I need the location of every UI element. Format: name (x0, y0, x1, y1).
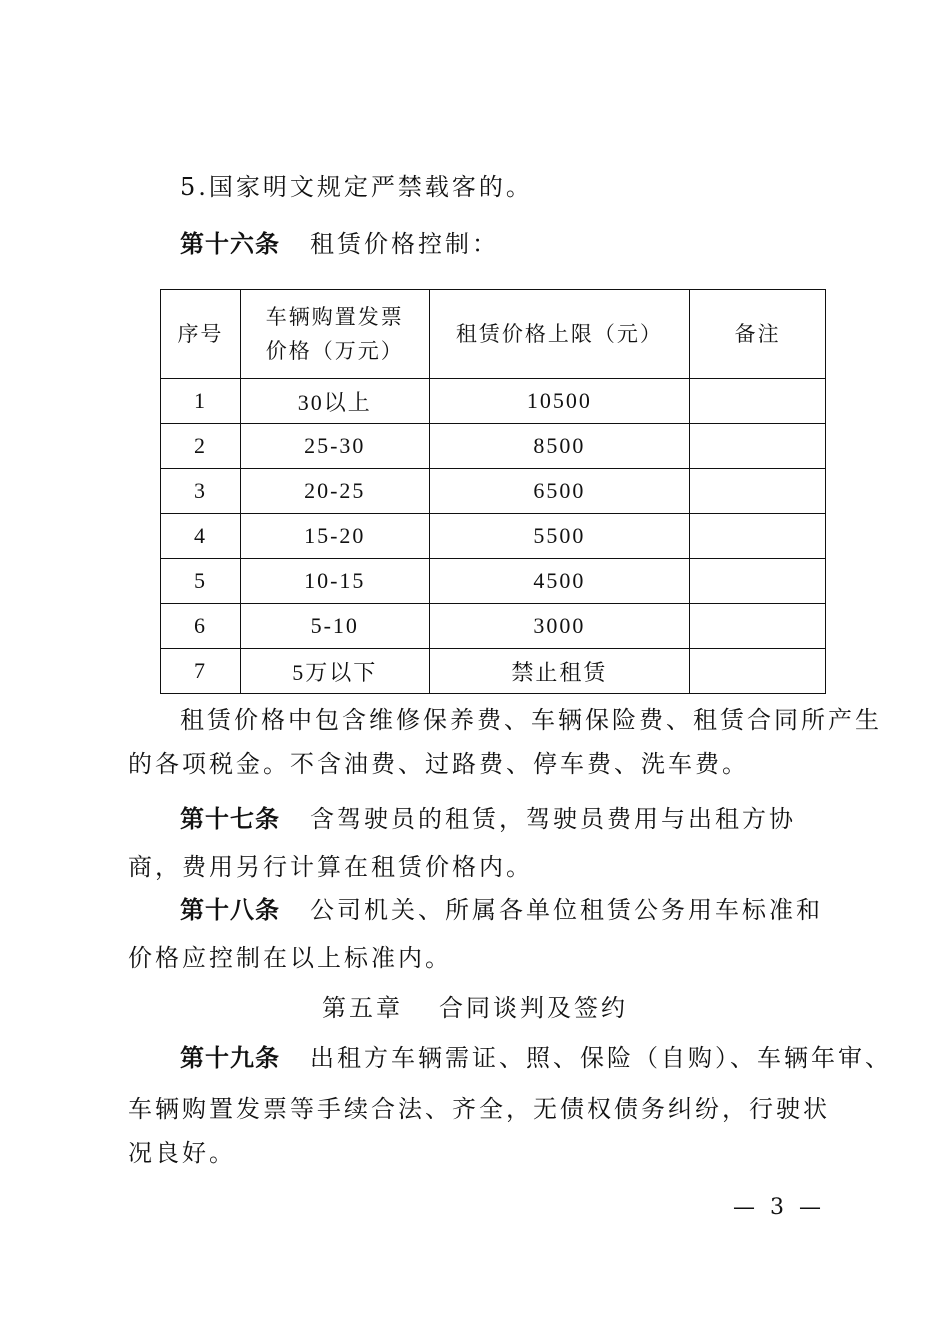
row-index: 1 (161, 379, 241, 424)
article-19-line-2: 车辆购置发票等手续合法、齐全，无债权债务纠纷，行驶状 (128, 1095, 830, 1123)
row-remark (690, 514, 826, 559)
article-16 (180, 229, 499, 259)
table-row (161, 559, 826, 604)
table-row (161, 379, 826, 424)
article-18-label: 第十八条 (180, 896, 280, 924)
article-18-line-1: 公司机关、所属各单位租赁公务用车标准和 (310, 896, 823, 924)
article-17-label: 第十七条 (180, 805, 280, 833)
row-remark (690, 559, 826, 604)
row-remark (690, 469, 826, 514)
article-18 (180, 895, 823, 925)
note-line-1: 租赁价格中包含维修保养费、车辆保险费、租赁合同所产生 (180, 706, 882, 734)
article-17-line-2: 商，费用另行计算在租赁价格内。 (128, 853, 533, 881)
row-price-limit: 5500 (429, 514, 690, 559)
row-price-limit: 4500 (429, 559, 690, 604)
row-index: 4 (161, 514, 241, 559)
list-item-5: 5.国家明文规定严禁载客的。 (180, 173, 533, 201)
row-invoice-price: 20-25 (240, 469, 429, 514)
table-row (161, 469, 826, 514)
table-row (161, 649, 826, 694)
header-price-limit: 租赁价格上限（元） (429, 290, 690, 379)
row-invoice-price: 30以上 (240, 379, 429, 424)
row-invoice-price: 10-15 (240, 559, 429, 604)
row-price-limit: 10500 (429, 379, 690, 424)
article-16-text: 租赁价格控制： (310, 230, 499, 258)
table-row (161, 514, 826, 559)
row-index: 2 (161, 424, 241, 469)
row-index: 6 (161, 604, 241, 649)
row-invoice-price: 15-20 (240, 514, 429, 559)
header-invoice-price (240, 290, 429, 379)
rental-price-table (160, 289, 826, 694)
row-remark (690, 379, 826, 424)
article-17-line-1: 含驾驶员的租赁，驾驶员费用与出租方协 (310, 805, 796, 833)
page-number: — 3 — (733, 1195, 825, 1220)
chapter-title: 合同谈判及签约 (439, 994, 628, 1022)
row-remark (690, 424, 826, 469)
chapter-heading (0, 988, 950, 1023)
row-index: 7 (161, 649, 241, 694)
row-invoice-price: 5-10 (240, 604, 429, 649)
article-17 (180, 804, 796, 834)
header-remark: 备注 (690, 290, 826, 379)
note-line-2: 的各项税金。不含油费、过路费、停车费、洗车费。 (128, 750, 749, 778)
article-19 (180, 1043, 892, 1073)
article-19-line-1: 出租方车辆需证、照、保险（自购）、车辆年审、 (310, 1044, 892, 1072)
row-price-limit: 3000 (429, 604, 690, 649)
row-index: 5 (161, 559, 241, 604)
row-invoice-price: 25-30 (240, 424, 429, 469)
row-price-limit: 8500 (429, 424, 690, 469)
table-row (161, 604, 826, 649)
table-row (161, 424, 826, 469)
header-invoice-price-text: 车辆购置发票价格（万元） (265, 305, 404, 363)
row-remark (690, 604, 826, 649)
row-remark (690, 649, 826, 694)
row-index: 3 (161, 469, 241, 514)
article-18-line-2: 价格应控制在以上标准内。 (128, 944, 452, 972)
row-price-limit: 禁止租赁 (429, 649, 690, 694)
header-index: 序号 (161, 290, 241, 379)
chapter-number: 第五章 (322, 994, 403, 1022)
row-invoice-price: 5万以下 (240, 649, 429, 694)
article-19-label: 第十九条 (180, 1044, 280, 1072)
article-19-line-3: 况良好。 (128, 1139, 236, 1167)
table-header-row (161, 290, 826, 379)
row-price-limit: 6500 (429, 469, 690, 514)
article-16-label: 第十六条 (180, 230, 280, 258)
